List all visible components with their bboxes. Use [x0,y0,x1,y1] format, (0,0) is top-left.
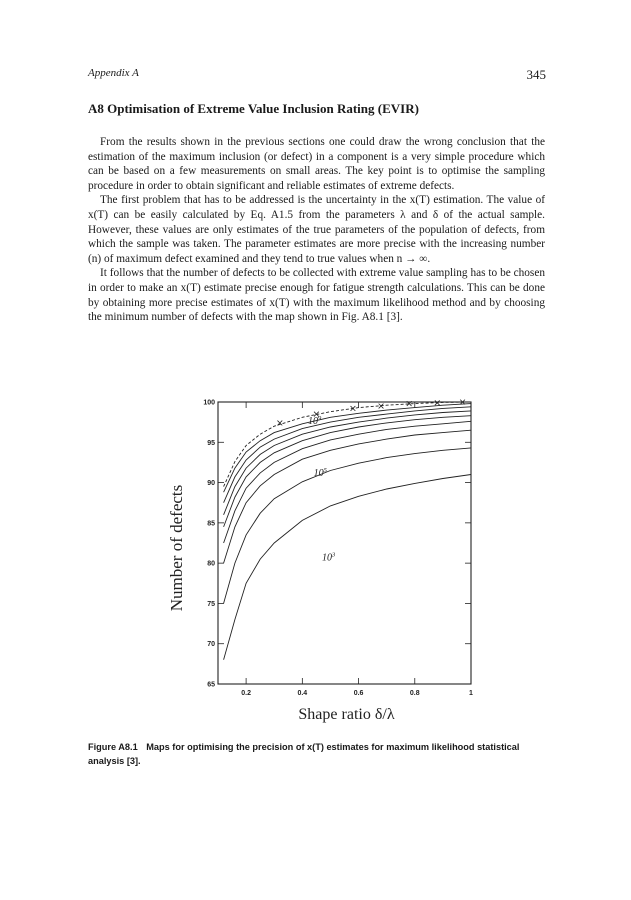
series-line-c8 [224,404,471,493]
paragraph-3: It follows that the number of defects to be collected with extreme value sampling has to be chosen in order to make an x(T) estimate precise enough for fatigue strength calculations. This can be done by obtaining more precise estimates of x(T) with the maximum likelihood method and by choosing the minimum number of defects with the map shown in Fig. A8.1 [3]. [88,267,545,324]
y-tick-label: 90 [207,480,215,488]
running-head [88,67,546,83]
defects-chart [160,392,490,737]
y-axis-title: Number of defects [167,484,186,612]
figure-a8-1 [160,392,490,742]
y-tick-label: 80 [207,560,215,568]
x-tick-label: 0.4 [297,690,308,697]
curve-label: $10^5$ [313,467,327,480]
body-text [88,135,545,325]
figure-caption [88,741,548,768]
y-tick-label: 95 [207,439,215,447]
y-tick-label: 65 [207,681,215,689]
curve-label: $10^9$ [307,414,322,427]
series-line-c6 [224,411,471,515]
x-tick-label: 0.8 [409,690,420,697]
x-axis-title: Shape ratio δ/λ [298,706,395,723]
series-line-c1 [224,475,471,660]
page-number: 345 [526,67,546,82]
y-tick-label: 85 [207,520,215,528]
paragraph-2: The first problem that has to be addressed is the uncertainty in the x(T) estimation. The value of x(T) can be easily calculated by Eq. A1.5 from the parameters λ and δ of the actual sample. However, these values are only estimates of the true parameters of the population of defects, from which the sample was taken. The parameter estimates are more precise with the increasing number (n) of maximum defect examined and they tend to true values when n → ∞. [88,194,545,265]
section-heading: A8 Optimisation of Extreme Value Inclusion Rating (EVIR) [88,101,419,116]
x-tick-label: 0.2 [241,690,251,697]
y-tick-label: 100 [203,399,215,407]
paragraph-1: From the results shown in the previous sections one could draw the wrong conclusion that the estimation of the maximum inclusion (or defect) in a component is a very simple procedure which can be based on a few measurements on small areas. The key point is to optimise the sampling procedure in order to obtain significant and reliable estimates of extreme defects. [88,136,545,192]
series-line-c3 [224,430,471,563]
axis-layer [167,400,473,724]
y-tick-label: 75 [207,600,215,608]
running-head-title: Appendix A [88,67,139,79]
x-tick-label: 1 [469,690,473,697]
caption-text: Maps for optimising the precision of x(T) estimates for maximum likelihood statistical analysis [3]. [88,742,520,766]
y-tick-label: 70 [207,641,215,649]
series-line-c2 [224,448,471,604]
plot-layer [224,400,471,660]
caption-label: Figure A8.1 [88,742,138,752]
series-line-c5 [224,416,471,527]
x-marker [379,404,384,409]
series-line-c7 [224,407,471,503]
x-tick-label: 0.6 [353,690,364,697]
curve-label: $10^3$ [322,551,336,564]
series-line-c4 [224,421,471,543]
